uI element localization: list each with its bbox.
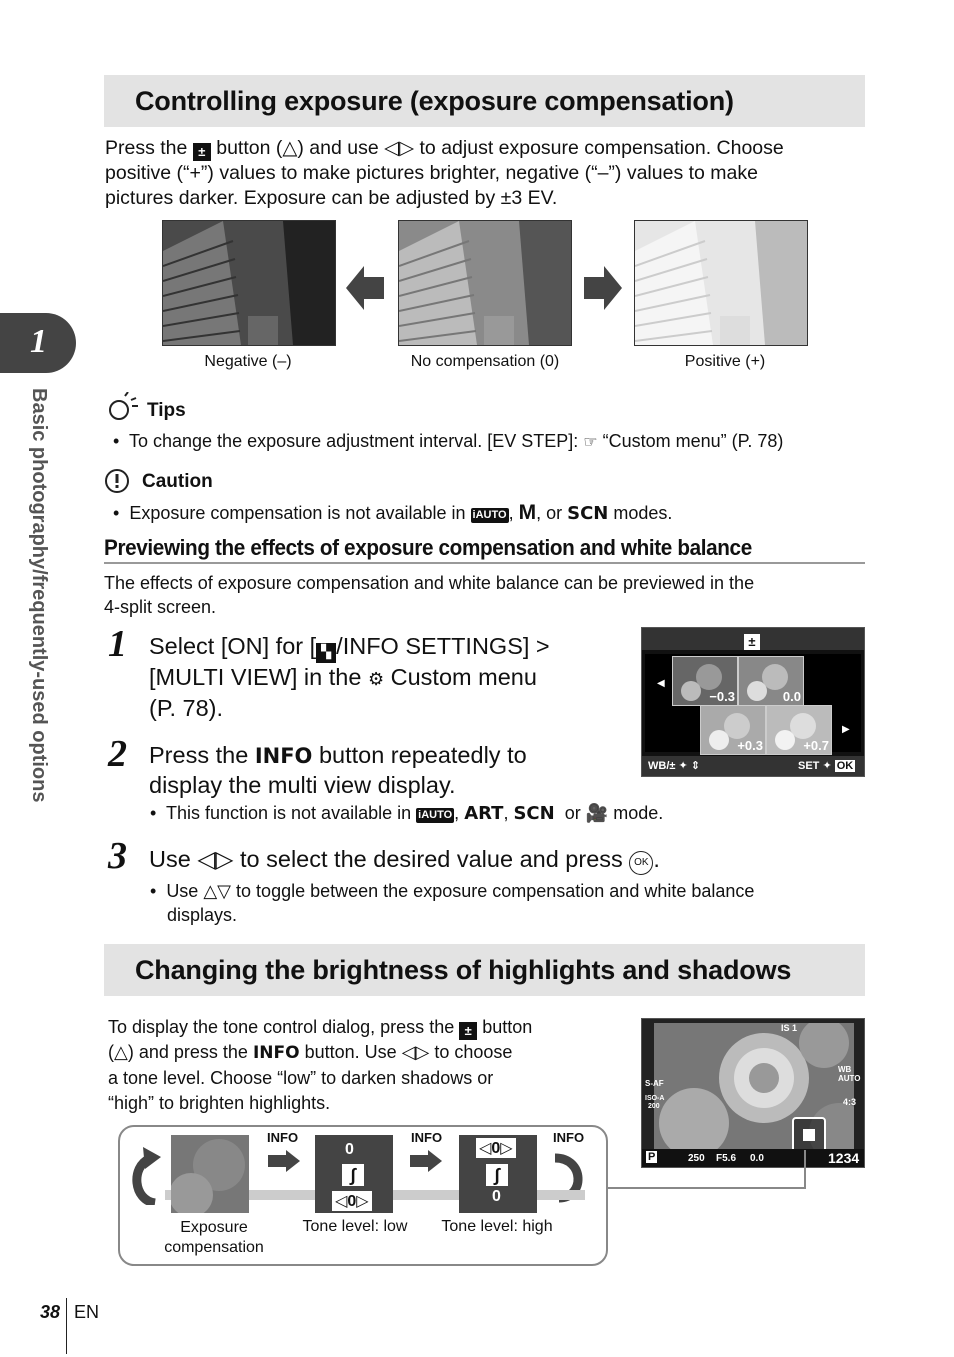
section3-title: Changing the brightness of highlights and shadows bbox=[135, 955, 792, 985]
left-right-arrows-icon: ◁▷ bbox=[384, 137, 415, 159]
art-mode-icon: ART bbox=[464, 803, 504, 824]
iauto-mode-icon: iAUTO bbox=[418, 809, 453, 821]
section1-title: Controlling exposure (exposure compensation) bbox=[135, 86, 734, 116]
exposure-comp-icon: ± bbox=[193, 143, 211, 161]
chapter-tab bbox=[0, 313, 76, 373]
tips-item: • To change the exposure adjustment interval. [EV STEP]: ☞ “Custom menu” (P. 78) bbox=[113, 431, 784, 451]
section2-underline bbox=[104, 562, 865, 564]
tone-curve-icon: ∫ bbox=[342, 1164, 364, 1186]
flow-info-label: INFO bbox=[553, 1130, 585, 1145]
lcd-shutter: 250 bbox=[688, 1153, 705, 1164]
tips-icon bbox=[105, 392, 139, 422]
camera-lcd-screen bbox=[641, 1018, 865, 1168]
iauto-mode-icon: iAUTO bbox=[472, 509, 507, 521]
flow-arrow-icon bbox=[286, 1150, 300, 1172]
step3-text: Use ◁▷ to select the desired value and press OK . bbox=[149, 845, 660, 875]
caution-icon bbox=[104, 468, 130, 494]
up-arrow-icon: △ bbox=[114, 1042, 128, 1062]
lcd-count: 1234 bbox=[828, 1150, 860, 1166]
preview-tile: +0.7 bbox=[766, 705, 832, 755]
caution-item: • Exposure compensation is not available in iAUTO , M, or SCN modes. bbox=[113, 501, 673, 524]
photo-positive bbox=[634, 220, 808, 346]
flow-image-tone-high: ◁0▷ ∫ 0 bbox=[459, 1135, 537, 1213]
chapter-side-title: Basic photography/frequently-used options bbox=[28, 388, 50, 803]
m-mode-icon: M bbox=[518, 501, 537, 524]
caption-negative: Negative (–) bbox=[204, 353, 292, 370]
lcd-iso-value: 200 bbox=[648, 1103, 660, 1110]
preview-tile: +0.3 bbox=[700, 705, 766, 755]
section2-title: Previewing the effects of exposure compensation and white balance bbox=[104, 535, 752, 560]
photo-negative bbox=[162, 220, 336, 346]
caption-no-compensation: No compensation (0) bbox=[410, 353, 560, 370]
lcd-mode: P bbox=[648, 1151, 656, 1163]
ok-button-icon: OK bbox=[629, 851, 653, 875]
flow-arrow-icon bbox=[428, 1150, 442, 1172]
lcd-iso: ISO-A bbox=[645, 1095, 665, 1102]
step2-note: • This function is not available in iAUTO , ART, SCN or 🎥 mode. bbox=[150, 803, 664, 824]
tips-heading: Tips bbox=[147, 400, 186, 421]
movie-mode-icon: 🎥 bbox=[585, 803, 609, 823]
left-right-arrows-icon: ◁▷ bbox=[401, 1042, 430, 1062]
custom-gears-icon: ⚙ bbox=[367, 669, 385, 689]
multi-view-icon: ▚ bbox=[316, 643, 336, 663]
section3-body: To display the tone control dialog, press the ± button (△) and press the INFO button. Use ◁▷ to choose a tone level. Choose “low” to darken shadows or “high” to brighten highlights. bbox=[108, 1017, 533, 1113]
loop-back-arrow-icon bbox=[127, 1145, 167, 1205]
screen-footer-left: WB/± ✦ ⇕ bbox=[648, 760, 700, 772]
lcd-af: S-AF bbox=[645, 1079, 664, 1088]
step1-number: 1 bbox=[108, 623, 127, 665]
caution-heading: Caution bbox=[142, 471, 213, 492]
footer-divider bbox=[66, 1298, 67, 1354]
preview-tile: −0.3 bbox=[672, 656, 738, 706]
screen-left-arrow-icon: ◀ bbox=[657, 678, 665, 689]
step3-number: 3 bbox=[108, 835, 127, 877]
left-right-arrows-icon: ◁▷ bbox=[197, 846, 234, 872]
connector-line bbox=[804, 1150, 806, 1188]
flow-image-exposure bbox=[171, 1135, 249, 1213]
scn-mode-icon: SCN bbox=[513, 803, 555, 824]
page-number: 38 bbox=[40, 1302, 61, 1322]
screen-exposure-icon: ± bbox=[744, 631, 760, 650]
photo-no-compensation bbox=[398, 220, 572, 346]
reference-hand-icon: ☞ bbox=[583, 434, 598, 451]
tone-curve-icon: ∫ bbox=[486, 1164, 508, 1186]
caption-positive: Positive (+) bbox=[684, 353, 766, 370]
tone-selector: ◁0▷ bbox=[332, 1191, 372, 1211]
flow-info-label: INFO bbox=[411, 1130, 443, 1145]
up-down-arrows-icon: △▽ bbox=[203, 881, 232, 901]
exposure-comp-icon: ± bbox=[459, 1022, 477, 1040]
tone-selector: ◁0▷ bbox=[476, 1138, 516, 1158]
preview-tile: 0.0 bbox=[738, 656, 804, 706]
right-arrow-icon bbox=[584, 266, 622, 310]
step2-number: 2 bbox=[108, 733, 127, 775]
scn-mode-icon: SCN bbox=[567, 503, 609, 524]
step3-note: • Use △▽ to toggle between the exposure compensation and white balance displays. bbox=[150, 881, 755, 925]
flow-caption-exposure: Exposure compensation bbox=[164, 1219, 264, 1256]
section1-intro: Press the ± button (△) and use ◁▷ to adjust exposure compensation. Choose positive (“+”) values to make pictures brighter, negative (“–”) values to make pictures darker. Exposure can be adjusted by ±3 EV. bbox=[105, 137, 784, 209]
language-label: EN bbox=[74, 1302, 100, 1322]
info-button-label: INFO bbox=[254, 744, 313, 768]
info-button-label: INFO bbox=[252, 1043, 300, 1063]
connector-line bbox=[604, 1187, 806, 1189]
multi-view-screen bbox=[641, 627, 865, 777]
flow-caption-high: Tone level: high bbox=[441, 1218, 553, 1235]
flow-image-tone-low: 0 ∫ ◁0▷ bbox=[315, 1135, 393, 1213]
left-arrow-icon bbox=[346, 266, 384, 310]
step1-text: Select [ON] for [ ▚ /INFO SETTINGS] > [MULTI VIEW] in the ⚙ Custom menu (P. 78). bbox=[149, 633, 550, 721]
section2-intro: The effects of exposure compensation and white balance can be previewed in the 4-split screen. bbox=[104, 573, 755, 617]
screen-right-arrow-icon: ▶ bbox=[842, 724, 850, 735]
flow-info-label: INFO bbox=[267, 1130, 299, 1145]
up-arrow-icon: △ bbox=[282, 137, 298, 159]
screen-footer-right: SET ✦ OK bbox=[798, 760, 854, 772]
lcd-aperture: F5.6 bbox=[716, 1153, 737, 1164]
lcd-wb: WB AUTO bbox=[838, 1065, 861, 1083]
lcd-ev: 0.0 bbox=[750, 1153, 764, 1164]
lcd-is: IS 1 bbox=[781, 1023, 798, 1033]
chapter-number: 1 bbox=[30, 323, 47, 360]
lcd-ratio: 4:3 bbox=[843, 1097, 857, 1107]
flow-caption-low: Tone level: low bbox=[302, 1218, 408, 1235]
step2-text: Press the INFO button repeatedly to display the multi view display. bbox=[149, 742, 527, 798]
